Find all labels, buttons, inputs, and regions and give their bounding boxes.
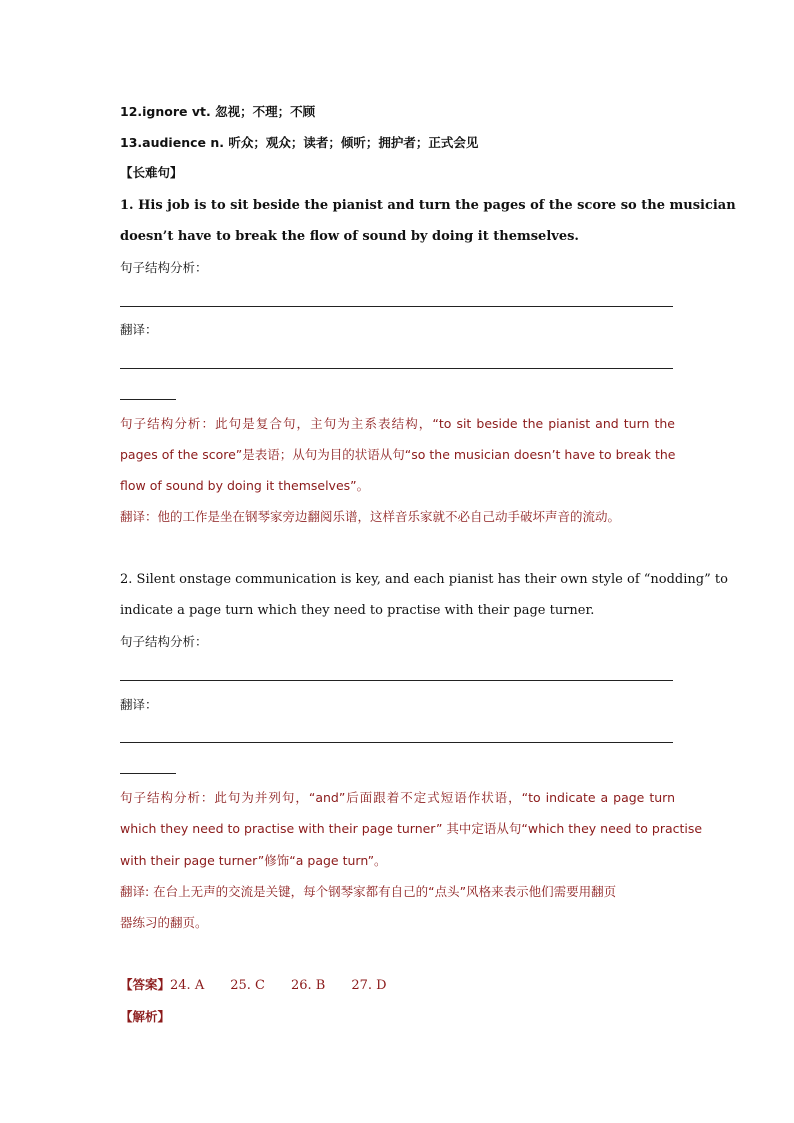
sentence-1-answer-translation: 翻译：他的工作是坐在钢琴家旁边翻阅乐谱，这样音乐家就不必自己动手破坏声音的流动。 bbox=[120, 509, 621, 524]
sentence-2-line-2: indicate a page turn which they need to practise with their page turner. bbox=[120, 603, 595, 618]
sentence-2-answer-analysis-line-1: 句子结构分析：此句为并列句，“and”后面跟着不定式短语作状语，“to indicate a page turn bbox=[120, 790, 675, 805]
sentence-1-answer-analysis-line-2: pages of the score”是表语；从句为目的状语从句“so the musician doesn’t have to break the bbox=[120, 447, 676, 462]
sentence-2-answer-analysis-line-2: which they need to practise with their page turner” 其中定语从句“which they need to practise bbox=[120, 821, 703, 836]
sentence-2-translation-prompt: 翻译： bbox=[120, 697, 158, 712]
vocab-item-13: 13.audience n. 听众；观众；读者；倾听；拥护者；正式会见 bbox=[120, 135, 479, 150]
separator-line bbox=[120, 399, 176, 400]
answer-item: 26. B bbox=[290, 978, 326, 993]
answers-row bbox=[120, 977, 675, 994]
sentence-1-line-1: 1. His job is to sit beside the pianist and turn the pages of the score so the musician bbox=[120, 198, 736, 213]
sentence-1-line-2: doesn’t have to break the flow of sound by doing it themselves. bbox=[120, 229, 579, 244]
sentence-2-line-1: 2. Silent onstage communication is key, and each pianist has their own style of “nodding” to bbox=[120, 572, 728, 587]
sentence-2-answer-translation-line-2: 器练习的翻页。 bbox=[120, 915, 208, 930]
sentence-2-answer-analysis-line-3: with their page turner”修饰“a page turn”。 bbox=[120, 853, 387, 868]
answer-item: 25. C bbox=[230, 978, 265, 993]
analysis-label: 【解析】 bbox=[120, 1009, 171, 1024]
sentence-1-answer-analysis-line-1: 句子结构分析：此句是复合句，主句为主系表结构，“to sit beside the pianist and turn the bbox=[120, 416, 675, 431]
sentence-1-analysis-prompt: 句子结构分析： bbox=[120, 260, 208, 275]
vocab-item-12: 12.ignore vt. 忽视；不理；不顾 bbox=[120, 104, 316, 119]
sentence-2-analysis-prompt: 句子结构分析： bbox=[120, 634, 208, 649]
section-title: 【长难句】 bbox=[120, 165, 183, 180]
sentence-1-translation-prompt: 翻译： bbox=[120, 322, 158, 337]
sentence-2-answer-translation-line-1: 翻译: 在台上无声的交流是关键，每个钢琴家都有自己的“点头”风格来表示他们需要用翻页 bbox=[120, 884, 617, 899]
sentence-1-answer-analysis-line-3: flow of sound by doing it themselves”。 bbox=[120, 478, 370, 493]
answer-blank-line bbox=[120, 742, 673, 743]
answer-item: 27. D bbox=[351, 978, 387, 993]
answer-item: 24. A bbox=[170, 978, 205, 993]
separator-line bbox=[120, 773, 176, 774]
answer-blank-line bbox=[120, 306, 673, 307]
answer-blank-line bbox=[120, 680, 673, 681]
answer-blank-line bbox=[120, 368, 673, 369]
answers-label: 【答案】 bbox=[120, 977, 171, 992]
